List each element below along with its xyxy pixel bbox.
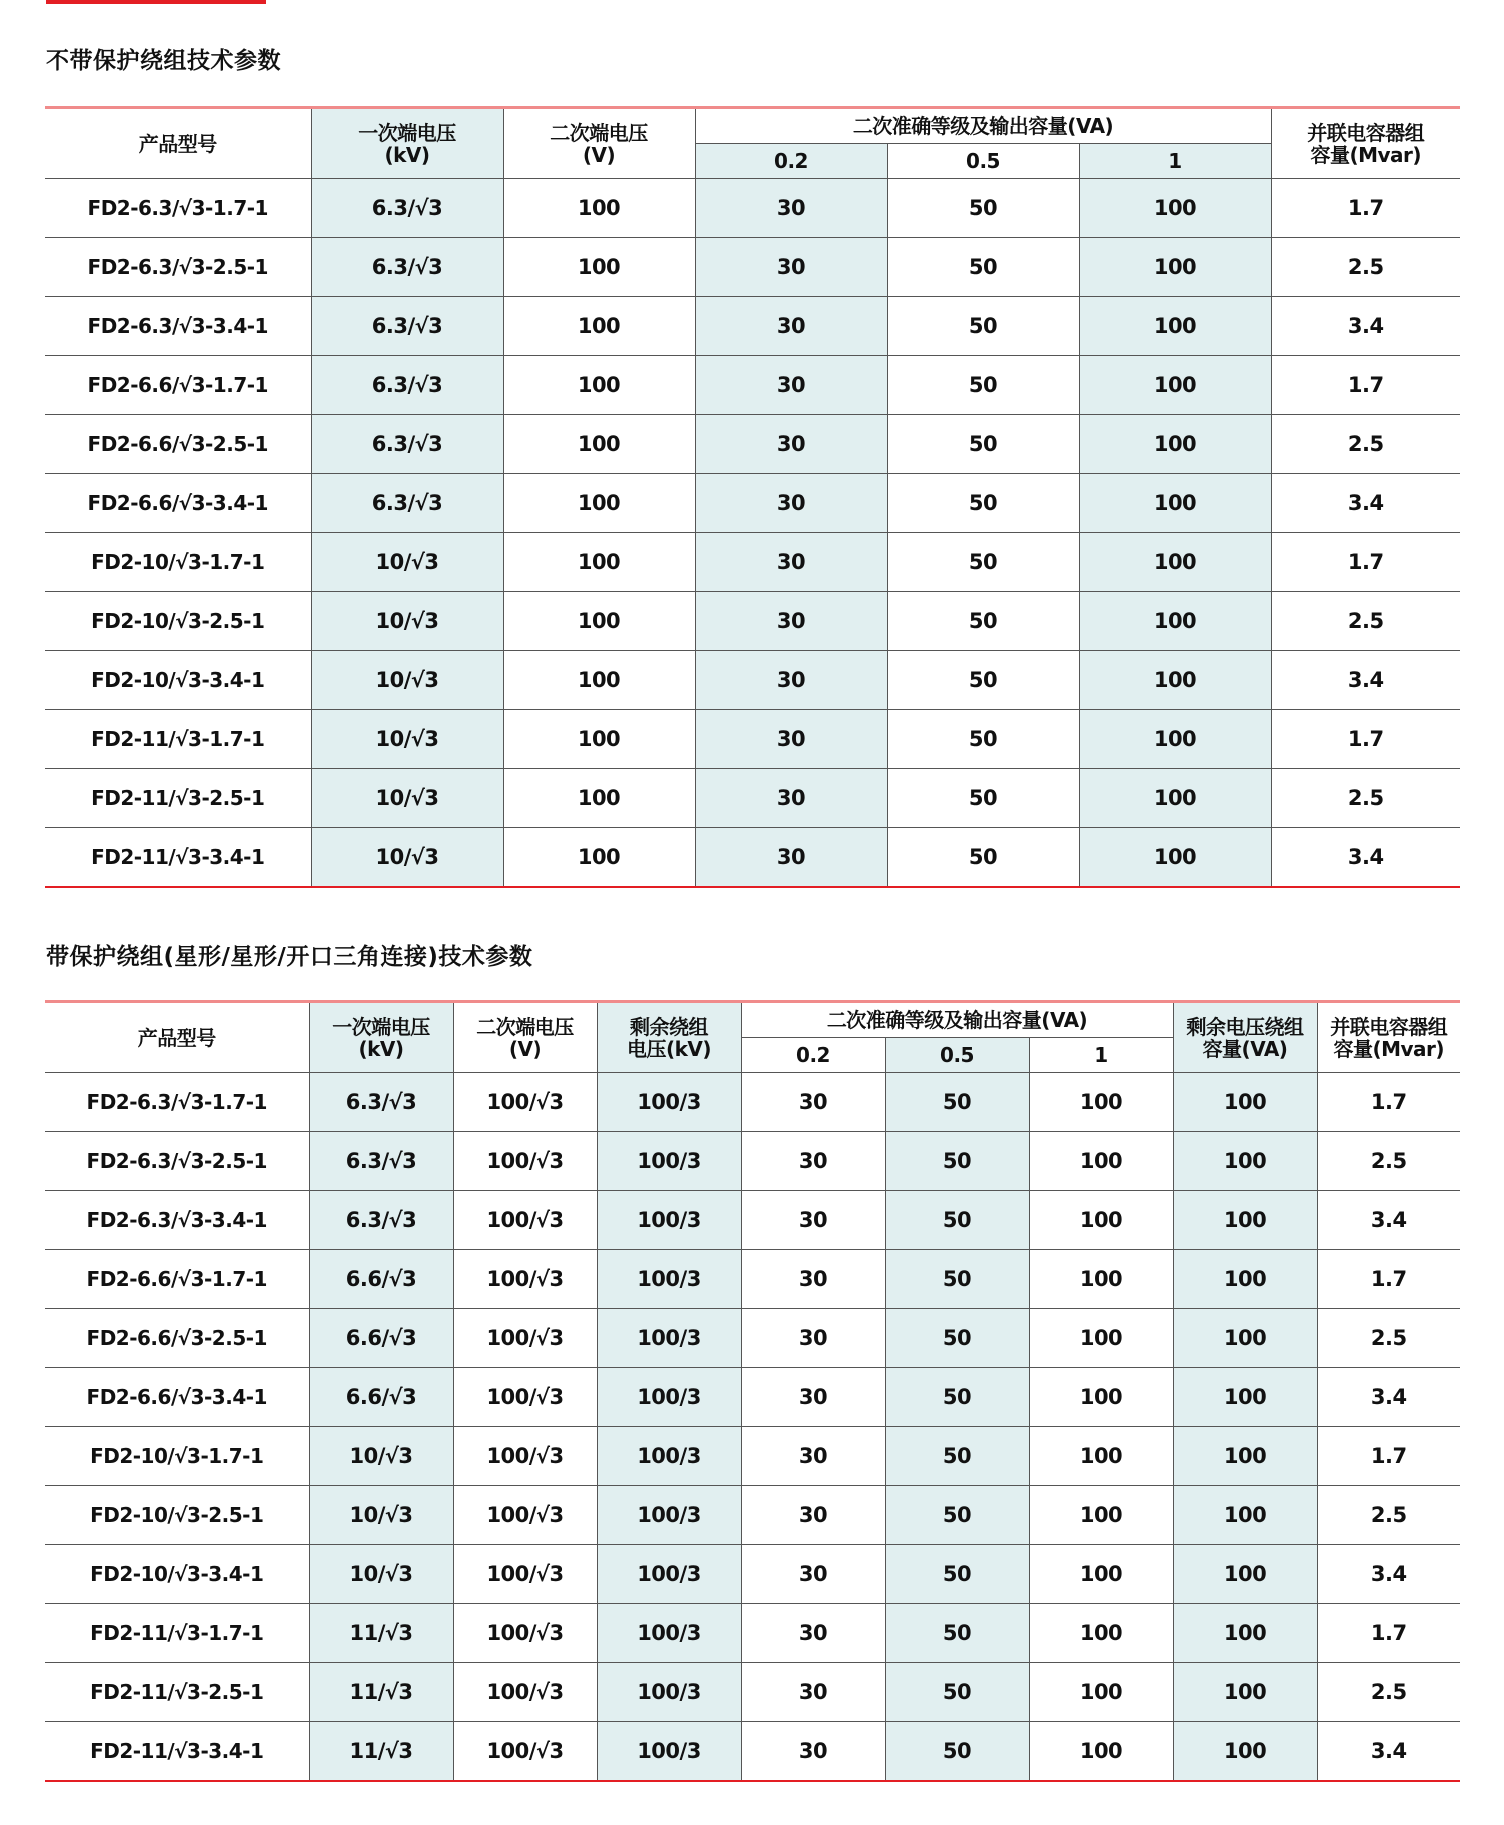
cell-acc-0.2: 30 <box>695 474 887 533</box>
cell-secondary-voltage: 100/√3 <box>453 1191 597 1250</box>
cell-secondary-voltage: 100 <box>503 651 695 710</box>
table-row <box>45 474 1460 533</box>
cell-acc-0.2: 30 <box>695 533 887 592</box>
header-capacitor-capacity: 并联电容器组 容量(Mvar) <box>1271 108 1460 179</box>
cell-residual-voltage: 100/3 <box>597 1722 741 1782</box>
cell-acc-1: 100 <box>1079 651 1271 710</box>
cell-primary-voltage: 6.3/√3 <box>309 1073 453 1132</box>
cell-secondary-voltage: 100/√3 <box>453 1486 597 1545</box>
header-acc-1: 1 <box>1079 144 1271 179</box>
cell-acc-0.5: 50 <box>887 238 1079 297</box>
cell-acc-0.2: 30 <box>741 1250 885 1309</box>
table-row <box>45 592 1460 651</box>
cell-secondary-voltage: 100 <box>503 179 695 238</box>
cell-capacitor-capacity: 3.4 <box>1317 1368 1460 1427</box>
cell-model: FD2-10/√3-2.5-1 <box>45 1486 309 1545</box>
table-row <box>45 179 1460 238</box>
header-capacitor-capacity: 并联电容器组 容量(Mvar) <box>1317 1002 1460 1073</box>
cell-acc-0.5: 50 <box>885 1545 1029 1604</box>
cell-acc-0.5: 50 <box>887 179 1079 238</box>
cell-model: FD2-6.3/√3-2.5-1 <box>45 1132 309 1191</box>
cell-model: FD2-6.6/√3-1.7-1 <box>45 356 311 415</box>
cell-secondary-voltage: 100/√3 <box>453 1309 597 1368</box>
cell-acc-0.2: 30 <box>695 828 887 888</box>
header-residual-capacity: 剩余电压绕组 容量(VA) <box>1173 1002 1317 1073</box>
cell-acc-0.5: 50 <box>887 710 1079 769</box>
table-row <box>45 1132 1460 1191</box>
cell-acc-0.2: 30 <box>695 651 887 710</box>
table1-body <box>45 179 1460 888</box>
cell-acc-1: 100 <box>1079 297 1271 356</box>
cell-acc-0.5: 50 <box>885 1191 1029 1250</box>
section1-title: 不带保护绕组技术参数 <box>46 48 281 74</box>
cell-acc-0.5: 50 <box>885 1073 1029 1132</box>
cell-capacitor-capacity: 1.7 <box>1317 1427 1460 1486</box>
header-secondary-voltage: 二次端电压 (V) <box>503 108 695 179</box>
cell-residual-capacity: 100 <box>1173 1722 1317 1782</box>
header-acc-0.5: 0.5 <box>885 1038 1029 1073</box>
section2-title: 带保护绕组(星形/星形/开口三角连接)技术参数 <box>46 944 533 970</box>
cell-acc-1: 100 <box>1029 1368 1173 1427</box>
cell-acc-0.2: 30 <box>741 1073 885 1132</box>
cell-residual-voltage: 100/3 <box>597 1073 741 1132</box>
cell-residual-capacity: 100 <box>1173 1191 1317 1250</box>
cell-acc-1: 100 <box>1029 1250 1173 1309</box>
cell-primary-voltage: 6.3/√3 <box>311 179 503 238</box>
header-primary-voltage: 一次端电压 (kV) <box>311 108 503 179</box>
cell-model: FD2-11/√3-3.4-1 <box>45 828 311 888</box>
cell-primary-voltage: 6.3/√3 <box>309 1191 453 1250</box>
cell-acc-1: 100 <box>1079 533 1271 592</box>
cell-model: FD2-6.3/√3-3.4-1 <box>45 297 311 356</box>
table-row <box>45 710 1460 769</box>
cell-secondary-voltage: 100 <box>503 415 695 474</box>
cell-residual-voltage: 100/3 <box>597 1132 741 1191</box>
cell-acc-1: 100 <box>1079 828 1271 888</box>
cell-model: FD2-6.6/√3-2.5-1 <box>45 1309 309 1368</box>
cell-primary-voltage: 10/√3 <box>311 651 503 710</box>
cell-acc-0.2: 30 <box>695 356 887 415</box>
table-row <box>45 1663 1460 1722</box>
table-row <box>45 1545 1460 1604</box>
cell-acc-0.5: 50 <box>887 828 1079 888</box>
cell-model: FD2-11/√3-3.4-1 <box>45 1722 309 1782</box>
cell-primary-voltage: 6.3/√3 <box>311 238 503 297</box>
cell-residual-voltage: 100/3 <box>597 1191 741 1250</box>
cell-residual-voltage: 100/3 <box>597 1486 741 1545</box>
header-primary-voltage: 一次端电压 (kV) <box>309 1002 453 1073</box>
cell-acc-0.2: 30 <box>695 415 887 474</box>
cell-secondary-voltage: 100/√3 <box>453 1722 597 1782</box>
cell-capacitor-capacity: 3.4 <box>1317 1545 1460 1604</box>
cell-residual-voltage: 100/3 <box>597 1309 741 1368</box>
cell-secondary-voltage: 100 <box>503 356 695 415</box>
cell-primary-voltage: 11/√3 <box>309 1604 453 1663</box>
cell-acc-1: 100 <box>1079 592 1271 651</box>
cell-residual-capacity: 100 <box>1173 1368 1317 1427</box>
cell-acc-1: 100 <box>1029 1132 1173 1191</box>
cell-primary-voltage: 6.3/√3 <box>311 356 503 415</box>
table-row <box>45 769 1460 828</box>
cell-acc-0.2: 30 <box>741 1309 885 1368</box>
cell-residual-capacity: 100 <box>1173 1663 1317 1722</box>
top-accent-bar <box>46 0 266 4</box>
cell-secondary-voltage: 100 <box>503 769 695 828</box>
cell-primary-voltage: 10/√3 <box>311 533 503 592</box>
cell-model: FD2-6.3/√3-1.7-1 <box>45 1073 309 1132</box>
cell-acc-1: 100 <box>1079 415 1271 474</box>
cell-capacitor-capacity: 3.4 <box>1271 828 1460 888</box>
cell-acc-1: 100 <box>1079 179 1271 238</box>
cell-model: FD2-6.3/√3-2.5-1 <box>45 238 311 297</box>
cell-acc-0.5: 50 <box>887 415 1079 474</box>
cell-capacitor-capacity: 3.4 <box>1271 474 1460 533</box>
table-row <box>45 1191 1460 1250</box>
cell-acc-0.5: 50 <box>887 474 1079 533</box>
cell-acc-0.5: 50 <box>885 1250 1029 1309</box>
cell-capacitor-capacity: 2.5 <box>1271 415 1460 474</box>
cell-residual-capacity: 100 <box>1173 1427 1317 1486</box>
cell-capacitor-capacity: 3.4 <box>1317 1191 1460 1250</box>
cell-acc-0.2: 30 <box>741 1545 885 1604</box>
cell-primary-voltage: 10/√3 <box>309 1486 453 1545</box>
cell-model: FD2-11/√3-2.5-1 <box>45 769 311 828</box>
header-acc-0.2: 0.2 <box>695 144 887 179</box>
cell-model: FD2-6.6/√3-1.7-1 <box>45 1250 309 1309</box>
header-acc-0.5: 0.5 <box>887 144 1079 179</box>
cell-acc-1: 100 <box>1029 1427 1173 1486</box>
table-row <box>45 297 1460 356</box>
cell-primary-voltage: 6.3/√3 <box>311 297 503 356</box>
cell-acc-0.5: 50 <box>887 297 1079 356</box>
cell-primary-voltage: 10/√3 <box>309 1427 453 1486</box>
cell-primary-voltage: 6.3/√3 <box>311 474 503 533</box>
cell-acc-0.2: 30 <box>741 1191 885 1250</box>
cell-residual-voltage: 100/3 <box>597 1663 741 1722</box>
cell-capacitor-capacity: 1.7 <box>1317 1250 1460 1309</box>
table-row <box>45 238 1460 297</box>
cell-secondary-voltage: 100/√3 <box>453 1427 597 1486</box>
cell-model: FD2-6.6/√3-2.5-1 <box>45 415 311 474</box>
cell-acc-0.5: 50 <box>885 1663 1029 1722</box>
cell-secondary-voltage: 100/√3 <box>453 1545 597 1604</box>
cell-model: FD2-6.6/√3-3.4-1 <box>45 474 311 533</box>
cell-acc-0.2: 30 <box>741 1427 885 1486</box>
cell-primary-voltage: 6.3/√3 <box>309 1132 453 1191</box>
header-secondary-voltage: 二次端电压 (V) <box>453 1002 597 1073</box>
cell-acc-0.2: 30 <box>741 1722 885 1782</box>
header-model: 产品型号 <box>45 108 311 179</box>
cell-residual-capacity: 100 <box>1173 1545 1317 1604</box>
table-row <box>45 828 1460 888</box>
cell-secondary-voltage: 100 <box>503 592 695 651</box>
cell-capacitor-capacity: 1.7 <box>1317 1604 1460 1663</box>
cell-secondary-voltage: 100 <box>503 474 695 533</box>
cell-model: FD2-10/√3-1.7-1 <box>45 1427 309 1486</box>
cell-secondary-voltage: 100/√3 <box>453 1368 597 1427</box>
cell-model: FD2-11/√3-2.5-1 <box>45 1663 309 1722</box>
spec-table-with-protection <box>45 1000 1460 1782</box>
cell-secondary-voltage: 100 <box>503 533 695 592</box>
cell-acc-0.5: 50 <box>885 1722 1029 1782</box>
cell-acc-1: 100 <box>1029 1309 1173 1368</box>
cell-secondary-voltage: 100/√3 <box>453 1132 597 1191</box>
cell-residual-voltage: 100/3 <box>597 1604 741 1663</box>
cell-model: FD2-6.3/√3-1.7-1 <box>45 179 311 238</box>
header-acc-1: 1 <box>1029 1038 1173 1073</box>
cell-primary-voltage: 6.6/√3 <box>309 1250 453 1309</box>
cell-primary-voltage: 11/√3 <box>309 1722 453 1782</box>
cell-acc-0.5: 50 <box>885 1132 1029 1191</box>
cell-acc-1: 100 <box>1029 1722 1173 1782</box>
cell-acc-0.2: 30 <box>695 297 887 356</box>
cell-acc-0.2: 30 <box>695 592 887 651</box>
cell-acc-0.2: 30 <box>695 769 887 828</box>
header-accuracy-class: 二次准确等级及输出容量(VA) <box>741 1002 1173 1038</box>
cell-acc-0.2: 30 <box>695 179 887 238</box>
cell-acc-0.5: 50 <box>887 533 1079 592</box>
table-row <box>45 356 1460 415</box>
cell-capacitor-capacity: 3.4 <box>1271 297 1460 356</box>
cell-primary-voltage: 6.6/√3 <box>309 1309 453 1368</box>
cell-acc-1: 100 <box>1029 1073 1173 1132</box>
cell-capacitor-capacity: 2.5 <box>1271 238 1460 297</box>
header-accuracy-class: 二次准确等级及输出容量(VA) <box>695 108 1271 144</box>
table-row <box>45 651 1460 710</box>
cell-secondary-voltage: 100/√3 <box>453 1073 597 1132</box>
cell-residual-capacity: 100 <box>1173 1132 1317 1191</box>
table2-body <box>45 1073 1460 1782</box>
cell-primary-voltage: 10/√3 <box>311 769 503 828</box>
cell-acc-0.5: 50 <box>887 769 1079 828</box>
cell-primary-voltage: 6.6/√3 <box>309 1368 453 1427</box>
cell-primary-voltage: 11/√3 <box>309 1663 453 1722</box>
cell-capacitor-capacity: 2.5 <box>1317 1132 1460 1191</box>
cell-secondary-voltage: 100 <box>503 238 695 297</box>
header-acc-0.2: 0.2 <box>741 1038 885 1073</box>
cell-primary-voltage: 10/√3 <box>309 1545 453 1604</box>
table-row <box>45 1309 1460 1368</box>
cell-capacitor-capacity: 1.7 <box>1271 179 1460 238</box>
cell-primary-voltage: 10/√3 <box>311 592 503 651</box>
cell-acc-0.5: 50 <box>885 1486 1029 1545</box>
cell-acc-0.2: 30 <box>741 1132 885 1191</box>
cell-capacitor-capacity: 1.7 <box>1271 356 1460 415</box>
cell-model: FD2-6.6/√3-3.4-1 <box>45 1368 309 1427</box>
cell-capacitor-capacity: 2.5 <box>1271 592 1460 651</box>
cell-acc-0.2: 30 <box>695 238 887 297</box>
cell-acc-0.2: 30 <box>741 1663 885 1722</box>
cell-acc-0.5: 50 <box>885 1604 1029 1663</box>
table-row <box>45 1427 1460 1486</box>
cell-capacitor-capacity: 1.7 <box>1317 1073 1460 1132</box>
cell-acc-0.5: 50 <box>885 1427 1029 1486</box>
cell-capacitor-capacity: 1.7 <box>1271 710 1460 769</box>
table-row <box>45 1250 1460 1309</box>
cell-residual-capacity: 100 <box>1173 1073 1317 1132</box>
table-row <box>45 533 1460 592</box>
cell-acc-1: 100 <box>1029 1486 1173 1545</box>
cell-primary-voltage: 10/√3 <box>311 710 503 769</box>
cell-capacitor-capacity: 2.5 <box>1317 1486 1460 1545</box>
cell-model: FD2-10/√3-3.4-1 <box>45 1545 309 1604</box>
header-model: 产品型号 <box>45 1002 309 1073</box>
cell-residual-voltage: 100/3 <box>597 1545 741 1604</box>
cell-acc-1: 100 <box>1079 474 1271 533</box>
cell-residual-voltage: 100/3 <box>597 1250 741 1309</box>
cell-secondary-voltage: 100 <box>503 828 695 888</box>
cell-residual-capacity: 100 <box>1173 1250 1317 1309</box>
cell-acc-0.2: 30 <box>741 1604 885 1663</box>
cell-acc-0.5: 50 <box>885 1368 1029 1427</box>
cell-model: FD2-10/√3-3.4-1 <box>45 651 311 710</box>
cell-model: FD2-10/√3-2.5-1 <box>45 592 311 651</box>
cell-acc-1: 100 <box>1079 356 1271 415</box>
table-row <box>45 1368 1460 1427</box>
table-row <box>45 1604 1460 1663</box>
cell-acc-1: 100 <box>1029 1663 1173 1722</box>
cell-capacitor-capacity: 2.5 <box>1317 1309 1460 1368</box>
cell-capacitor-capacity: 2.5 <box>1317 1663 1460 1722</box>
cell-capacitor-capacity: 3.4 <box>1317 1722 1460 1782</box>
table-row <box>45 1486 1460 1545</box>
cell-acc-1: 100 <box>1029 1545 1173 1604</box>
cell-model: FD2-10/√3-1.7-1 <box>45 533 311 592</box>
cell-acc-1: 100 <box>1029 1604 1173 1663</box>
cell-model: FD2-6.3/√3-3.4-1 <box>45 1191 309 1250</box>
header-residual-voltage: 剩余绕组 电压(kV) <box>597 1002 741 1073</box>
spec-table-no-protection <box>45 106 1460 888</box>
cell-primary-voltage: 6.3/√3 <box>311 415 503 474</box>
cell-acc-1: 100 <box>1079 238 1271 297</box>
cell-acc-1: 100 <box>1079 769 1271 828</box>
cell-acc-0.2: 30 <box>741 1486 885 1545</box>
cell-acc-0.5: 50 <box>887 592 1079 651</box>
cell-residual-voltage: 100/3 <box>597 1427 741 1486</box>
cell-acc-0.5: 50 <box>885 1309 1029 1368</box>
cell-residual-capacity: 100 <box>1173 1309 1317 1368</box>
cell-acc-0.2: 30 <box>695 710 887 769</box>
cell-secondary-voltage: 100/√3 <box>453 1663 597 1722</box>
cell-capacitor-capacity: 3.4 <box>1271 651 1460 710</box>
cell-model: FD2-11/√3-1.7-1 <box>45 1604 309 1663</box>
table-row <box>45 415 1460 474</box>
cell-secondary-voltage: 100/√3 <box>453 1604 597 1663</box>
cell-secondary-voltage: 100 <box>503 710 695 769</box>
cell-model: FD2-11/√3-1.7-1 <box>45 710 311 769</box>
cell-capacitor-capacity: 1.7 <box>1271 533 1460 592</box>
cell-acc-0.2: 30 <box>741 1368 885 1427</box>
cell-residual-voltage: 100/3 <box>597 1368 741 1427</box>
cell-acc-1: 100 <box>1079 710 1271 769</box>
cell-residual-capacity: 100 <box>1173 1604 1317 1663</box>
cell-acc-0.5: 50 <box>887 356 1079 415</box>
cell-secondary-voltage: 100 <box>503 297 695 356</box>
table-row <box>45 1722 1460 1782</box>
cell-acc-0.5: 50 <box>887 651 1079 710</box>
table-row <box>45 1073 1460 1132</box>
cell-primary-voltage: 10/√3 <box>311 828 503 888</box>
cell-capacitor-capacity: 2.5 <box>1271 769 1460 828</box>
cell-secondary-voltage: 100/√3 <box>453 1250 597 1309</box>
cell-acc-1: 100 <box>1029 1191 1173 1250</box>
cell-residual-capacity: 100 <box>1173 1486 1317 1545</box>
